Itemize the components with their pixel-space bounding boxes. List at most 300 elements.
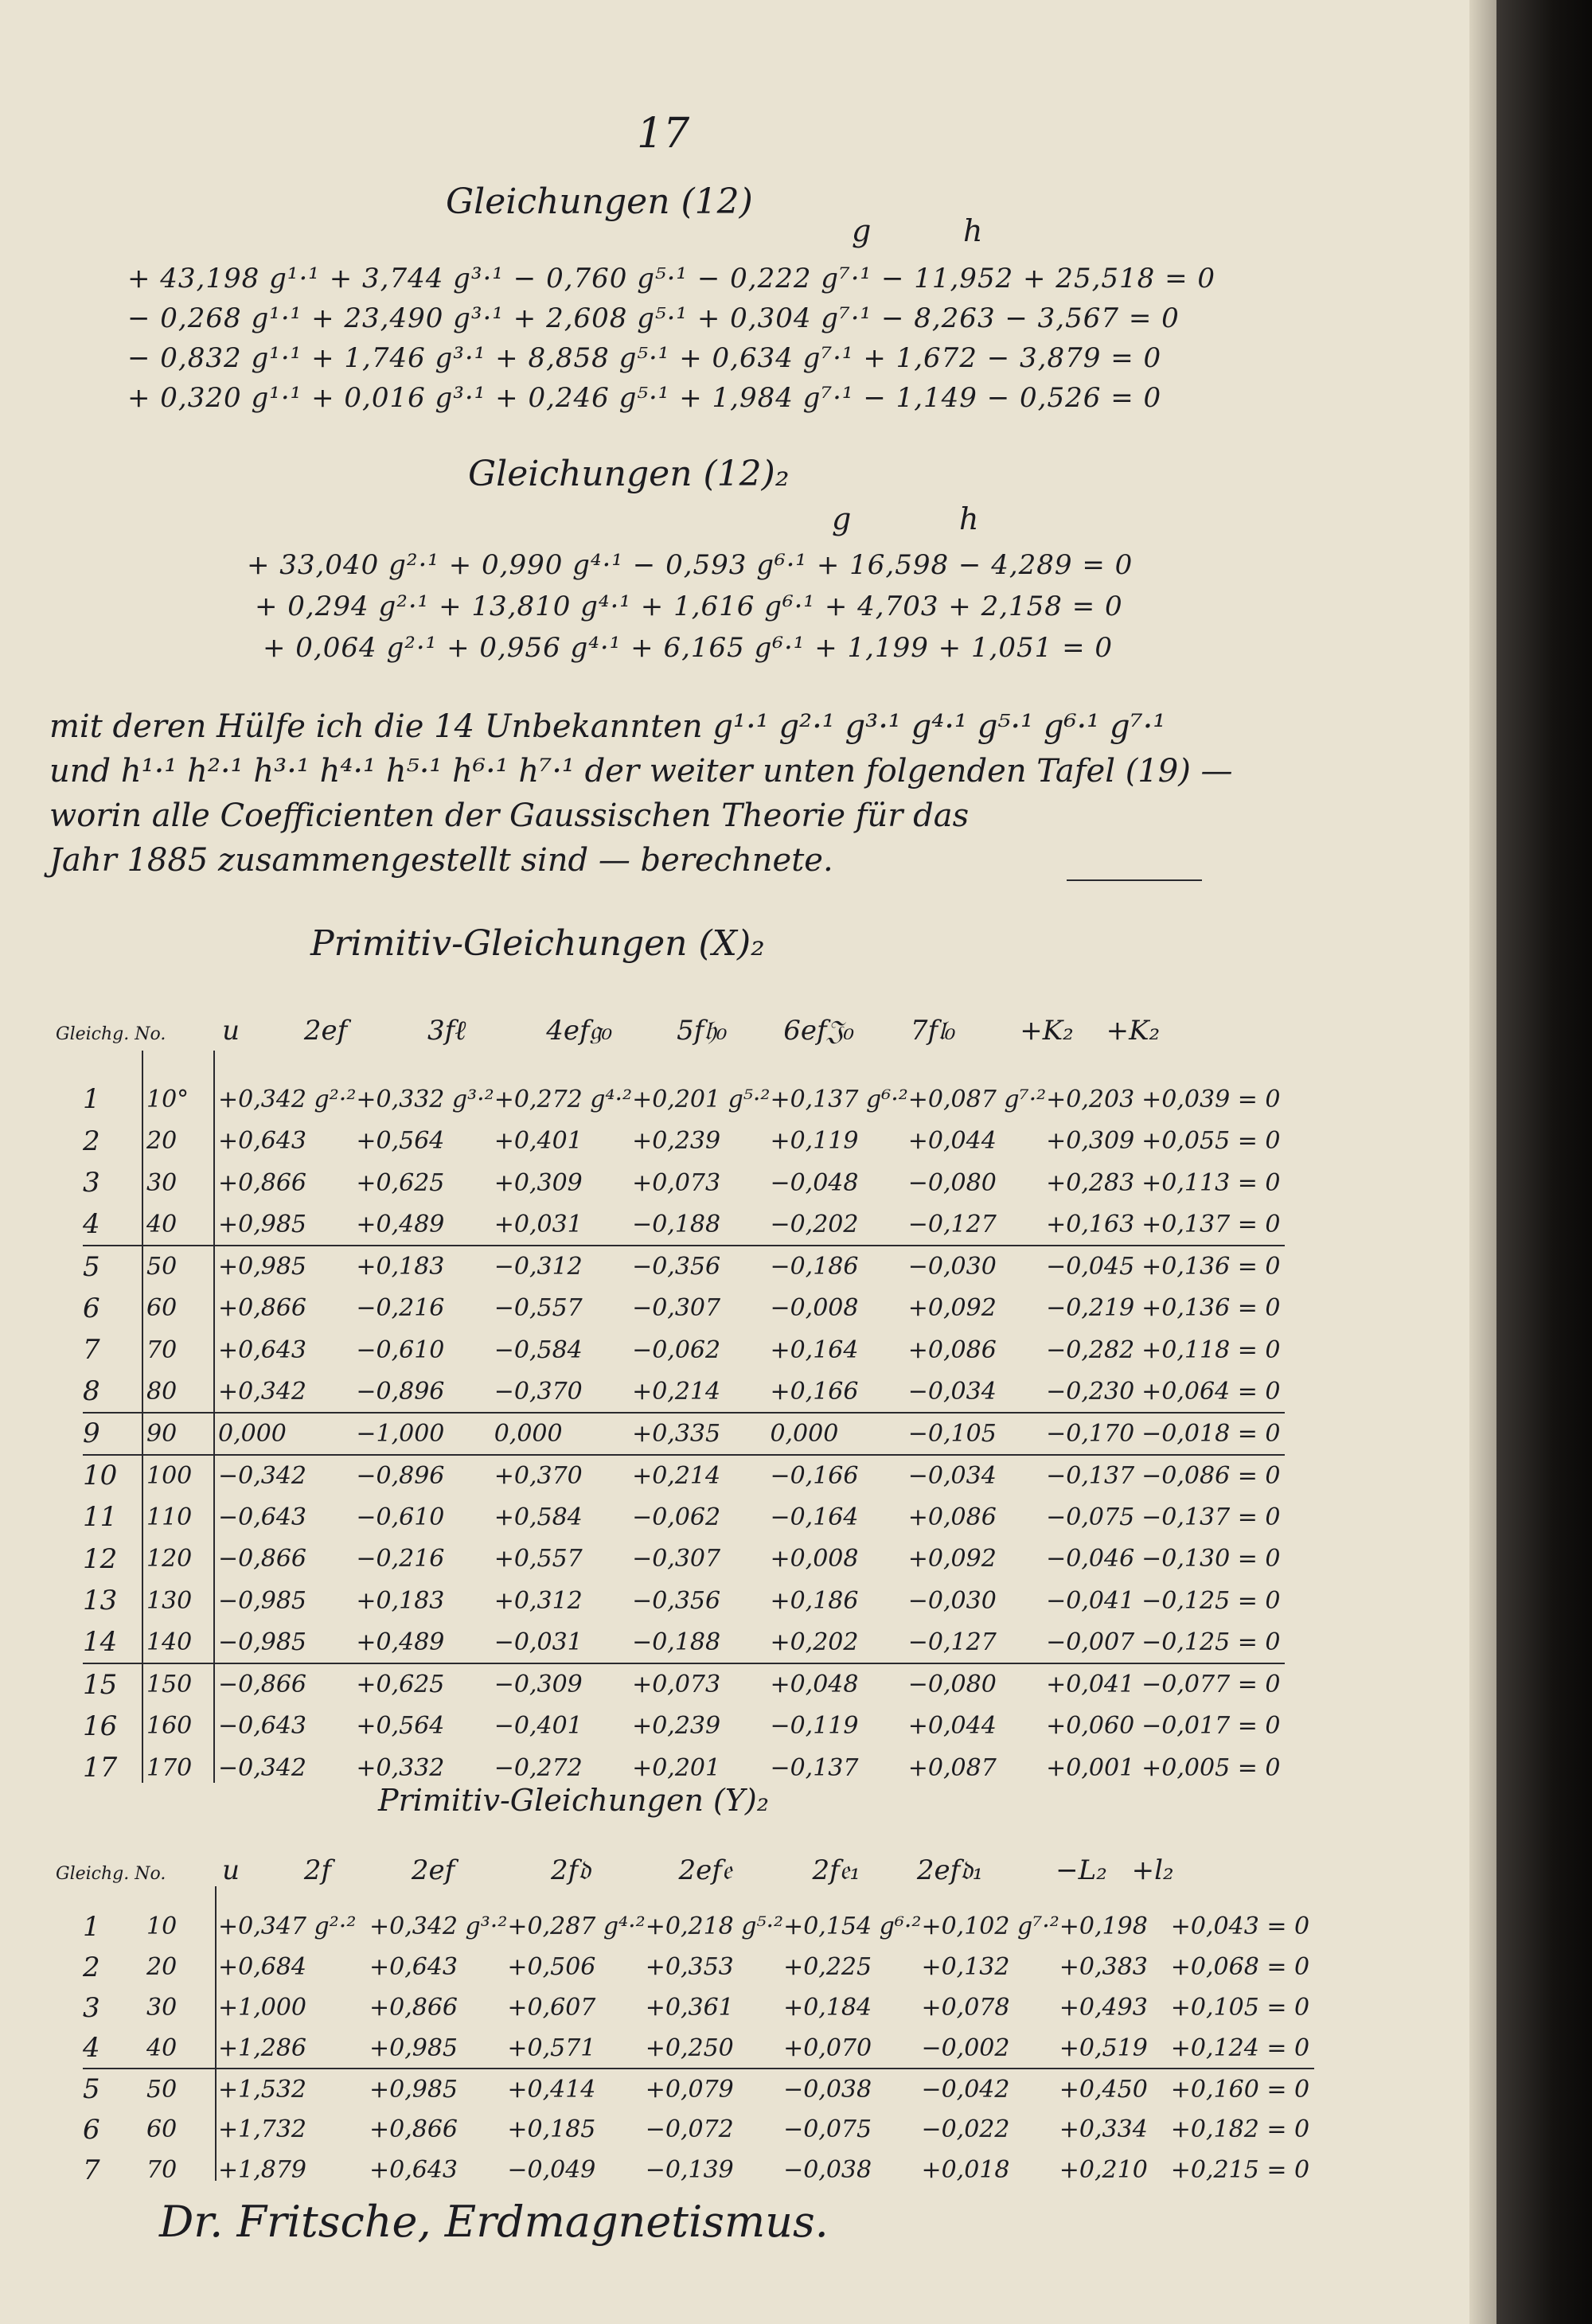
- row-number-cell: 7: [83, 2154, 100, 2186]
- value-cell: −0,370: [494, 1377, 583, 1406]
- value-cell: +0,186: [770, 1586, 859, 1615]
- value-cell: +0,985: [218, 1210, 307, 1238]
- value-cell: −0,272: [494, 1753, 583, 1782]
- angle-cell: 10: [146, 1913, 178, 1940]
- value-cell: −0,038: [783, 2156, 872, 2184]
- angle-cell: 160: [146, 1712, 193, 1741]
- value-cell: +0,005 = 0: [1141, 1753, 1281, 1782]
- value-cell: +0,342 g²·²: [218, 1085, 357, 1113]
- table-row: [83, 1622, 1285, 1664]
- table-row: [83, 1706, 1285, 1748]
- value-cell: +0,118 = 0: [1141, 1336, 1281, 1364]
- value-cell: −0,080: [907, 1671, 997, 1699]
- angle-cell: 50: [146, 1253, 178, 1281]
- value-cell: +0,866: [369, 2115, 458, 2143]
- row-number-cell: 17: [83, 1752, 118, 1784]
- value-cell: +0,043 = 0: [1170, 1913, 1310, 1940]
- header-cell: 2f: [303, 1854, 332, 1886]
- row-number-cell: 6: [83, 1292, 100, 1324]
- value-cell: −0,342: [218, 1753, 307, 1782]
- value-cell: −0,031: [494, 1628, 583, 1656]
- header-cell: 2ef𝔢: [678, 1854, 732, 1886]
- header-cell: u: [222, 1015, 240, 1047]
- value-cell: +0,625: [356, 1671, 445, 1699]
- row-number-cell: 15: [83, 1668, 118, 1701]
- value-cell: −0,866: [218, 1545, 307, 1573]
- value-cell: 0,000: [494, 1419, 563, 1448]
- angle-cell: 60: [146, 2115, 178, 2143]
- table-x-header: [56, 1015, 1160, 1047]
- header-cell: +l₂: [1131, 1854, 1174, 1886]
- value-cell: −0,356: [632, 1253, 721, 1281]
- value-cell: −0,077 = 0: [1141, 1671, 1281, 1699]
- header-cell: 2ef: [411, 1854, 455, 1886]
- value-cell: +0,353: [645, 1953, 734, 1981]
- value-cell: −0,557: [494, 1294, 583, 1323]
- value-cell: −0,017 = 0: [1141, 1712, 1281, 1741]
- value-cell: +0,643: [218, 1336, 307, 1364]
- value-cell: +0,166: [770, 1377, 859, 1406]
- column-head-h: h: [959, 501, 979, 536]
- value-cell: −0,896: [356, 1377, 445, 1406]
- value-cell: +0,684: [218, 1953, 307, 1981]
- row-number-cell: 10: [83, 1460, 118, 1492]
- value-cell: −0,062: [632, 1503, 721, 1531]
- paragraph-line: Jahr 1885 zusammengestellt sind — berechnete.: [49, 842, 833, 879]
- value-cell: −0,007: [1046, 1628, 1135, 1656]
- value-cell: +0,309: [494, 1168, 583, 1197]
- value-cell: +0,073: [632, 1168, 721, 1197]
- value-cell: −0,127: [907, 1628, 997, 1656]
- value-cell: −0,307: [632, 1545, 721, 1573]
- table-row: [83, 1288, 1285, 1330]
- value-cell: +0,039 = 0: [1141, 1085, 1281, 1113]
- value-cell: −0,219: [1046, 1294, 1135, 1323]
- value-cell: +0,064 = 0: [1141, 1377, 1281, 1406]
- section-title-12-2: Gleichungen (12)₂: [468, 454, 790, 494]
- value-cell: −0,034: [907, 1377, 997, 1406]
- value-cell: +0,643: [369, 2156, 458, 2184]
- table-row: [83, 1538, 1285, 1581]
- body-paragraph: [49, 704, 1291, 883]
- header-cell: 7f𝔩₀: [910, 1015, 956, 1047]
- value-cell: −0,075: [1046, 1503, 1135, 1531]
- row-number-cell: 5: [83, 2073, 100, 2105]
- header-cell: −L₂: [1055, 1854, 1107, 1886]
- value-cell: −0,038: [783, 2075, 872, 2104]
- value-cell: −0,584: [494, 1336, 583, 1364]
- value-cell: +0,866: [218, 1294, 307, 1323]
- value-cell: −0,170: [1046, 1419, 1135, 1448]
- table-row: [83, 1496, 1285, 1538]
- value-cell: +0,185: [507, 2115, 596, 2143]
- header-cell: Gleichg. No.: [56, 1024, 166, 1044]
- header-cell: 5f𝔥₀: [677, 1015, 728, 1047]
- value-cell: +0,489: [356, 1628, 445, 1656]
- table-row: [83, 2069, 1314, 2109]
- value-cell: +0,332: [356, 1753, 445, 1782]
- value-cell: +0,607: [507, 1994, 596, 2022]
- book-binding: [1496, 0, 1592, 2324]
- value-cell: 0,000: [770, 1419, 839, 1448]
- value-cell: +0,048: [770, 1671, 859, 1699]
- value-cell: −0,610: [356, 1336, 445, 1364]
- value-cell: −0,139: [645, 2156, 734, 2184]
- table-row: [83, 1947, 1314, 1987]
- value-cell: −0,309: [494, 1671, 583, 1699]
- value-cell: +0,493: [1059, 1994, 1148, 2022]
- value-cell: +0,332 g³·²: [356, 1085, 494, 1113]
- value-cell: +0,008: [770, 1545, 859, 1573]
- table-row: [83, 1580, 1285, 1622]
- value-cell: +0,401: [494, 1127, 583, 1156]
- value-cell: +0,183: [356, 1586, 445, 1615]
- value-cell: +0,070: [783, 2034, 872, 2062]
- angle-cell: 20: [146, 1953, 178, 1981]
- value-cell: −0,164: [770, 1503, 859, 1531]
- value-cell: −0,137 = 0: [1141, 1503, 1281, 1531]
- value-cell: +1,732: [218, 2115, 307, 2143]
- value-cell: +0,163: [1046, 1210, 1135, 1238]
- angle-cell: 120: [146, 1545, 193, 1573]
- value-cell: +0,414: [507, 2075, 596, 2104]
- table-x-title: Primitiv-Gleichungen (X)₂: [310, 923, 765, 964]
- value-cell: +0,215 = 0: [1170, 2156, 1310, 2184]
- value-cell: +0,370: [494, 1461, 583, 1490]
- row-number-cell: 9: [83, 1417, 100, 1450]
- table-row: [83, 1413, 1285, 1455]
- value-cell: +0,079: [645, 2075, 734, 2104]
- page-number: 17: [637, 110, 690, 158]
- table-y: [83, 1906, 1314, 2190]
- value-cell: −0,202: [770, 1210, 859, 1238]
- table-row: [83, 1371, 1285, 1414]
- row-number-cell: 2: [83, 1951, 100, 1983]
- value-cell: −0,188: [632, 1628, 721, 1656]
- value-cell: +0,643: [218, 1127, 307, 1156]
- value-cell: −0,282: [1046, 1336, 1135, 1364]
- value-cell: +0,086: [907, 1503, 997, 1531]
- angle-cell: 40: [146, 2034, 178, 2062]
- value-cell: −0,643: [218, 1503, 307, 1531]
- value-cell: +0,272 g⁴·²: [494, 1085, 633, 1113]
- angle-cell: 10°: [146, 1085, 189, 1113]
- value-cell: −0,086 = 0: [1141, 1461, 1281, 1490]
- table-row: [83, 2109, 1314, 2150]
- value-cell: −0,137: [770, 1753, 859, 1782]
- value-cell: −0,041: [1046, 1586, 1135, 1615]
- table-row: [83, 2028, 1314, 2069]
- angle-cell: 60: [146, 1294, 178, 1323]
- row-number-cell: 4: [83, 1208, 100, 1241]
- value-cell: +0,866: [369, 1994, 458, 2022]
- value-cell: −0,866: [218, 1671, 307, 1699]
- angle-cell: 80: [146, 1377, 178, 1406]
- value-cell: −0,080: [907, 1168, 997, 1197]
- table-row: [83, 1121, 1285, 1163]
- value-cell: +0,643: [369, 1953, 458, 1981]
- row-number-cell: 3: [83, 1991, 100, 2024]
- value-cell: +0,137 g⁶·²: [770, 1085, 908, 1113]
- header-cell: 2ef: [303, 1015, 348, 1047]
- value-cell: +0,489: [356, 1210, 445, 1238]
- value-cell: +0,985: [218, 1253, 307, 1281]
- value-cell: +0,239: [632, 1127, 721, 1156]
- row-number-cell: 12: [83, 1542, 118, 1575]
- value-cell: +0,335: [632, 1419, 721, 1448]
- table-row: [83, 1162, 1285, 1204]
- table-row: [83, 1078, 1285, 1121]
- value-cell: −0,046: [1046, 1545, 1135, 1573]
- row-number-cell: 16: [83, 1710, 118, 1742]
- equation-line: − 0,832 g¹·¹ + 1,746 g³·¹ + 8,858 g⁵·¹ + 0,634 g⁷·¹ + 1,672 − 3,879 = 0: [127, 342, 1162, 374]
- header-cell: +K₂: [1020, 1015, 1074, 1047]
- value-cell: +0,571: [507, 2034, 596, 2062]
- value-cell: −0,985: [218, 1586, 307, 1615]
- table-row: [83, 1987, 1314, 2028]
- angle-cell: 30: [146, 1168, 178, 1197]
- value-cell: +0,283: [1046, 1168, 1135, 1197]
- angle-cell: 130: [146, 1586, 193, 1615]
- header-cell: 2f𝔢₁: [812, 1854, 861, 1886]
- value-cell: +0,137 = 0: [1141, 1210, 1281, 1238]
- value-cell: +0,564: [356, 1712, 445, 1741]
- value-cell: +0,287 g⁴·²: [507, 1913, 646, 1940]
- value-cell: −0,002: [921, 2034, 1010, 2062]
- value-cell: +0,182 = 0: [1170, 2115, 1310, 2143]
- table-y-header: [56, 1854, 1174, 1886]
- value-cell: −0,896: [356, 1461, 445, 1490]
- value-cell: −0,105: [907, 1419, 997, 1448]
- value-cell: +0,250: [645, 2034, 734, 2062]
- value-cell: +0,334: [1059, 2115, 1148, 2143]
- value-cell: −0,042: [921, 2075, 1010, 2104]
- value-cell: −0,030: [907, 1586, 997, 1615]
- angle-cell: 70: [146, 1336, 178, 1364]
- table-row: [83, 1329, 1285, 1371]
- section-title-12: Gleichungen (12): [446, 181, 753, 222]
- value-cell: +0,866: [218, 1168, 307, 1197]
- value-cell: −0,342: [218, 1461, 307, 1490]
- angle-cell: 20: [146, 1127, 178, 1156]
- equation-line: + 43,198 g¹·¹ + 3,744 g³·¹ − 0,760 g⁵·¹ − 0,222 g⁷·¹ − 11,952 + 25,518 = 0: [127, 263, 1216, 294]
- value-cell: +0,055 = 0: [1141, 1127, 1281, 1156]
- value-cell: +0,450: [1059, 2075, 1148, 2104]
- value-cell: +0,087 g⁷·²: [907, 1085, 1047, 1113]
- value-cell: +0,625: [356, 1168, 445, 1197]
- value-cell: +0,136 = 0: [1141, 1294, 1281, 1323]
- value-cell: +0,044: [907, 1712, 997, 1741]
- table-x: [83, 1078, 1285, 1789]
- value-cell: −0,985: [218, 1628, 307, 1656]
- value-cell: −0,216: [356, 1294, 445, 1323]
- header-cell: 6ef𝔍₀: [783, 1015, 855, 1047]
- table-row: [83, 1455, 1285, 1497]
- value-cell: −0,018 = 0: [1141, 1419, 1281, 1448]
- value-cell: +0,087: [907, 1753, 997, 1782]
- row-number-cell: 7: [83, 1334, 100, 1367]
- value-cell: +0,092: [907, 1294, 997, 1323]
- angle-cell: 150: [146, 1671, 193, 1699]
- value-cell: +0,506: [507, 1953, 596, 1981]
- value-cell: +0,136 = 0: [1141, 1253, 1281, 1281]
- value-cell: +0,519: [1059, 2034, 1148, 2062]
- value-cell: −0,049: [507, 2156, 596, 2184]
- value-cell: +0,342: [218, 1377, 307, 1406]
- value-cell: +0,201: [632, 1753, 721, 1782]
- paragraph-line: worin alle Coefficienten der Gaussischen Theorie für das: [49, 797, 970, 834]
- table-row: [83, 1906, 1314, 1947]
- value-cell: +0,001: [1046, 1753, 1135, 1782]
- row-number-cell: 3: [83, 1167, 100, 1199]
- value-cell: −0,130 = 0: [1141, 1545, 1281, 1573]
- row-number-cell: 1: [83, 1910, 100, 1943]
- header-cell: u: [222, 1854, 240, 1886]
- row-number-cell: 14: [83, 1626, 118, 1659]
- value-cell: +0,361: [645, 1994, 734, 2022]
- value-cell: +0,203: [1046, 1085, 1135, 1113]
- value-cell: +0,164: [770, 1336, 859, 1364]
- angle-cell: 170: [146, 1753, 193, 1782]
- paragraph-line: mit deren Hülfe ich die 14 Unbekannten g¹·¹ g²·¹ g³·¹ g⁴·¹ g⁵·¹ g⁶·¹ g⁷·¹: [49, 708, 1166, 745]
- equation-line: + 0,064 g²·¹ + 0,956 g⁴·¹ + 6,165 g⁶·¹ + 1,199 + 1,051 = 0: [263, 632, 1114, 664]
- equation-line: − 0,268 g¹·¹ + 23,490 g³·¹ + 2,608 g⁵·¹ + 0,304 g⁷·¹ − 8,263 − 3,567 = 0: [127, 302, 1180, 334]
- signature-line: Dr. Fritsche, Erdmagnetismus.: [159, 2197, 829, 2247]
- value-cell: −0,062: [632, 1336, 721, 1364]
- value-cell: −0,186: [770, 1253, 859, 1281]
- value-cell: +0,102 g⁷·²: [921, 1913, 1059, 1940]
- value-cell: +0,564: [356, 1127, 445, 1156]
- value-cell: −1,000: [356, 1419, 445, 1448]
- value-cell: −0,307: [632, 1294, 721, 1323]
- value-cell: −0,137: [1046, 1461, 1135, 1490]
- value-cell: +0,041: [1046, 1671, 1135, 1699]
- value-cell: −0,188: [632, 1210, 721, 1238]
- value-cell: +0,210: [1059, 2156, 1148, 2184]
- value-cell: −0,230: [1046, 1377, 1135, 1406]
- value-cell: +0,184: [783, 1994, 872, 2022]
- angle-cell: 100: [146, 1461, 193, 1490]
- column-head-g: g: [852, 213, 872, 248]
- row-number-cell: 11: [83, 1501, 118, 1534]
- value-cell: +0,060: [1046, 1712, 1135, 1741]
- table-row: [83, 1204, 1285, 1246]
- value-cell: +0,214: [632, 1461, 721, 1490]
- value-cell: +0,342 g³·²: [369, 1913, 508, 1940]
- value-cell: +0,124 = 0: [1170, 2034, 1310, 2062]
- value-cell: +1,286: [218, 2034, 307, 2062]
- angle-cell: 140: [146, 1628, 193, 1656]
- header-cell: 2f𝔡: [551, 1854, 591, 1886]
- value-cell: +0,105 = 0: [1170, 1994, 1310, 2022]
- value-cell: +0,160 = 0: [1170, 2075, 1310, 2104]
- separator-line: [1067, 879, 1202, 881]
- row-number-cell: 8: [83, 1375, 100, 1408]
- value-cell: −0,075: [783, 2115, 872, 2143]
- value-cell: +0,225: [783, 1953, 872, 1981]
- value-cell: −0,356: [632, 1586, 721, 1615]
- value-cell: +0,086: [907, 1336, 997, 1364]
- value-cell: 0,000: [218, 1419, 287, 1448]
- table-row: [83, 2150, 1314, 2190]
- value-cell: −0,125 = 0: [1141, 1628, 1281, 1656]
- value-cell: +0,312: [494, 1586, 583, 1615]
- value-cell: +0,092: [907, 1545, 997, 1573]
- header-cell: 3fℓ: [427, 1015, 466, 1047]
- row-number-cell: 6: [83, 2113, 100, 2146]
- value-cell: +0,198: [1059, 1913, 1148, 1940]
- value-cell: +0,119: [770, 1127, 859, 1156]
- value-cell: −0,045: [1046, 1253, 1135, 1281]
- value-cell: −0,119: [770, 1712, 859, 1741]
- value-cell: +0,044: [907, 1127, 997, 1156]
- value-cell: +0,031: [494, 1210, 583, 1238]
- paragraph-line: und h¹·¹ h²·¹ h³·¹ h⁴·¹ h⁵·¹ h⁶·¹ h⁷·¹ der weiter unten folgenden Tafel (19) —: [49, 753, 1233, 790]
- value-cell: +0,132: [921, 1953, 1010, 1981]
- column-head-h: h: [963, 213, 983, 248]
- row-number-cell: 5: [83, 1250, 100, 1283]
- value-cell: +0,183: [356, 1253, 445, 1281]
- equation-line: + 33,040 g²·¹ + 0,990 g⁴·¹ − 0,593 g⁶·¹ + 16,598 − 4,289 = 0: [247, 549, 1134, 581]
- value-cell: −0,166: [770, 1461, 859, 1490]
- value-cell: +0,214: [632, 1377, 721, 1406]
- value-cell: −0,401: [494, 1712, 583, 1741]
- value-cell: −0,022: [921, 2115, 1010, 2143]
- header-cell: +K₂: [1106, 1015, 1161, 1047]
- value-cell: +0,557: [494, 1545, 583, 1573]
- value-cell: +1,000: [218, 1994, 307, 2022]
- value-cell: −0,312: [494, 1253, 583, 1281]
- equation-line: + 0,320 g¹·¹ + 0,016 g³·¹ + 0,246 g⁵·¹ + 1,984 g⁷·¹ − 1,149 − 0,526 = 0: [127, 382, 1162, 414]
- value-cell: −0,216: [356, 1545, 445, 1573]
- value-cell: +0,347 g²·²: [218, 1913, 357, 1940]
- value-cell: +0,073: [632, 1671, 721, 1699]
- value-cell: −0,048: [770, 1168, 859, 1197]
- equation-line: + 0,294 g²·¹ + 13,810 g⁴·¹ + 1,616 g⁶·¹ + 4,703 + 2,158 = 0: [255, 591, 1123, 622]
- value-cell: +1,879: [218, 2156, 307, 2184]
- table-y-title: Primitiv-Gleichungen (Y)₂: [378, 1783, 769, 1818]
- angle-cell: 40: [146, 1210, 178, 1238]
- value-cell: +1,532: [218, 2075, 307, 2104]
- value-cell: +0,218 g⁵·²: [645, 1913, 784, 1940]
- value-cell: −0,030: [907, 1253, 997, 1281]
- value-cell: −0,127: [907, 1210, 997, 1238]
- value-cell: +0,154 g⁶·²: [783, 1913, 922, 1940]
- header-cell: Gleichg. No.: [56, 1864, 166, 1884]
- value-cell: +0,985: [369, 2075, 458, 2104]
- row-number-cell: 2: [83, 1125, 100, 1157]
- table-row: [83, 1663, 1285, 1706]
- table-row: [83, 1246, 1285, 1288]
- value-cell: +0,018: [921, 2156, 1010, 2184]
- angle-cell: 50: [146, 2075, 178, 2104]
- value-cell: +0,113 = 0: [1141, 1168, 1281, 1197]
- value-cell: +0,078: [921, 1994, 1010, 2022]
- angle-cell: 30: [146, 1994, 178, 2022]
- row-number-cell: 1: [83, 1083, 100, 1116]
- column-head-g: g: [832, 501, 852, 536]
- value-cell: +0,201 g⁵·²: [632, 1085, 771, 1113]
- row-number-cell: 13: [83, 1585, 118, 1617]
- value-cell: −0,008: [770, 1294, 859, 1323]
- value-cell: −0,072: [645, 2115, 734, 2143]
- value-cell: +0,239: [632, 1712, 721, 1741]
- value-cell: +0,584: [494, 1503, 583, 1531]
- angle-cell: 110: [146, 1503, 193, 1531]
- angle-cell: 70: [146, 2156, 178, 2184]
- header-cell: 2ef𝔡₁: [916, 1854, 984, 1886]
- angle-cell: 90: [146, 1419, 178, 1448]
